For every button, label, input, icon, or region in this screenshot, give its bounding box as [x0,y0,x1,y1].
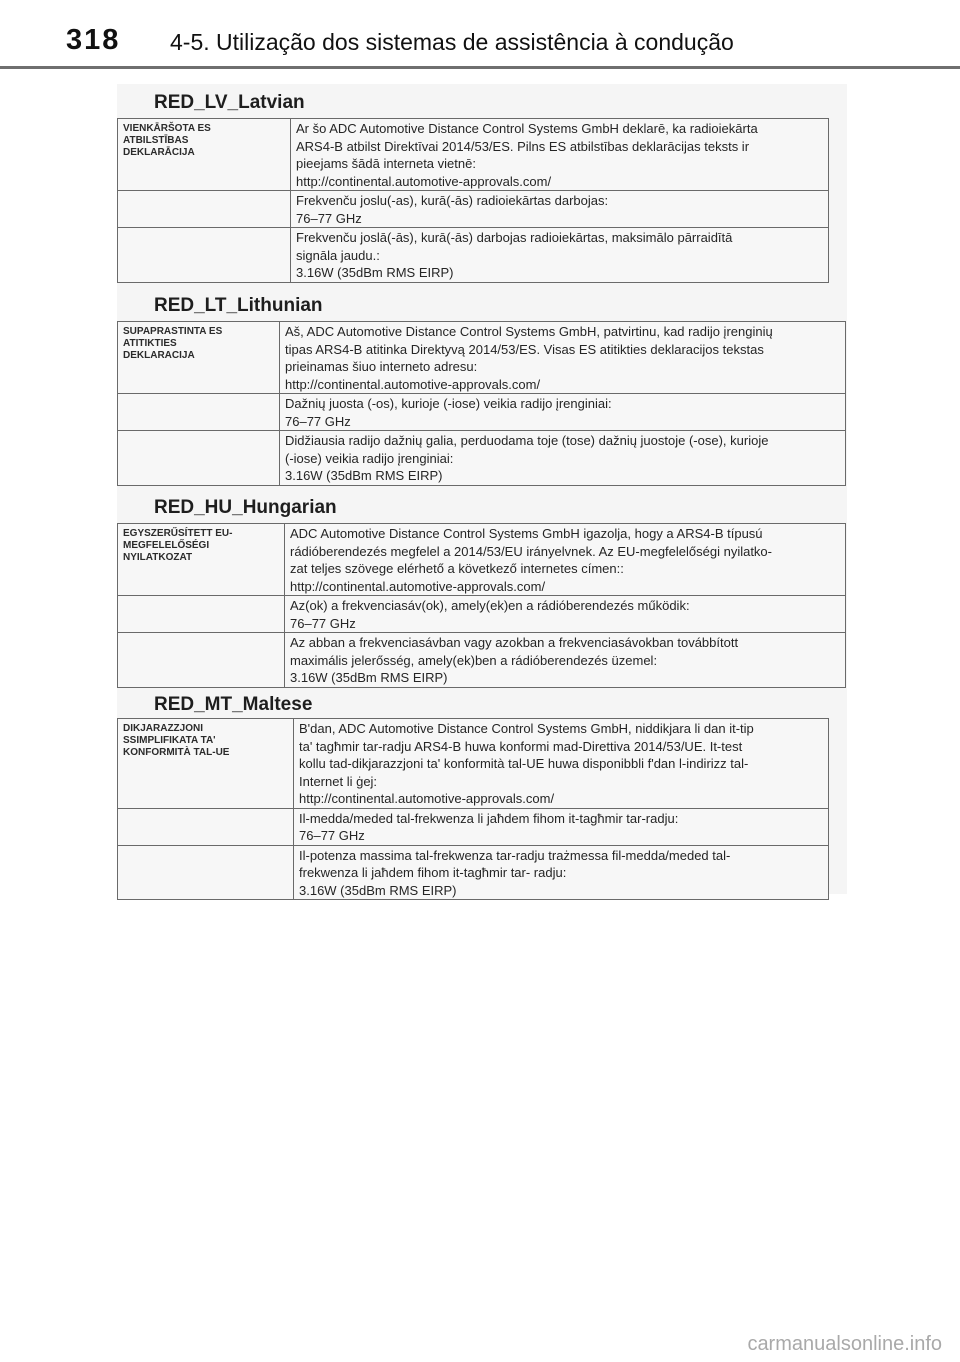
language-heading: RED_LT_Lithunian [154,295,323,316]
label-line: NYILATKOZAT [123,552,193,563]
declaration-text-cell [280,394,846,431]
declaration-text-cell [294,845,829,900]
text-line: 76–77 GHz [296,210,362,226]
page-header [0,0,960,69]
declaration-label-cell [118,845,294,900]
text-line: http://continental.automotive-approvals.com/ [296,173,552,189]
section-title: 4-5. Utilização dos sistemas de assistência à condução [170,29,734,55]
table-row [118,845,829,900]
text-line: frekwenza li jaħdem fihom it-tagħmir tar- radju: [299,865,567,880]
label-line: MEGFELELŐSÉGI [123,540,210,551]
declarations-scan [117,84,847,898]
declaration-label-cell [118,322,280,394]
text-line: prieinamas šiuo interneto adresu: [285,359,478,374]
label-line: DEKLARACIJA [123,350,195,361]
text-line: zat teljes szövege elérhető a következő internetes címen:: [290,561,624,576]
declaration-label-cell [118,394,280,431]
table-row [118,322,846,394]
declaration-label-cell [118,633,285,688]
text-line: Az(ok) a frekvenciasáv(ok), amely(ek)en a rádióberendezés működik: [290,598,690,613]
table-row [118,119,829,191]
declaration-label-cell [118,228,291,283]
table-row [118,228,829,283]
label-line: KONFORMITÀ TAL-UE [123,747,230,758]
declaration-table [117,321,846,486]
declaration-label-cell [118,191,291,228]
text-line: signāla jaudu.: [296,247,380,263]
text-line: 3.16W (35dBm RMS EIRP) [285,468,443,483]
declaration-label-cell [118,808,294,845]
text-line: Il-medda/meded tal-frekwenza li jaħdem fihom it-tagħmir tar-radju: [299,810,679,826]
language-heading: RED_HU_Hungarian [154,497,337,518]
label-line: ATITIKTIES [123,338,177,349]
declaration-label-cell [118,524,285,596]
declaration-table [117,523,846,688]
text-line: Didžiausia radijo dažnių galia, perduodama toje (tose) dažnių juostoje (-ose), kurioje [285,433,769,448]
watermark: carmanualsonline.info [747,1333,942,1355]
declaration-label-cell [118,119,291,191]
declaration-text-cell [294,719,829,809]
text-line: http://continental.automotive-approvals.com/ [285,376,541,392]
declaration-table [117,118,829,283]
table-row [118,633,846,688]
declaration-text-cell [280,431,846,486]
declaration-text-cell [294,808,829,845]
text-line: Frekvenču joslu(-as), kurā(-ās) radioiekārtas darbojas: [296,193,609,208]
text-line: Az abban a frekvenciasávban vagy azokban a frekvenciasávokban továbbított [290,635,739,650]
label-line: DEKLARĀCIJA [123,147,195,158]
language-heading: RED_MT_Maltese [154,694,313,715]
page-number: 318 [66,24,121,56]
language-heading: RED_LV_Latvian [154,92,305,113]
declaration-table [117,718,829,900]
declaration-text-cell [285,633,846,688]
text-line: 76–77 GHz [290,615,356,631]
text-line: rádióberendezés megfelel a 2014/53/EU irányelvnek. Az EU-megfelelőségi nyilatko- [290,543,772,559]
declaration-text-cell [285,596,846,633]
text-line: kollu tad-dikjarazzjoni ta' konformità tal-UE huwa disponibbli f'dan l-indirizz tal- [299,756,749,771]
table-row [118,394,846,431]
text-line: http://continental.automotive-approvals.com/ [299,791,555,806]
text-line: Dažnių juosta (-os), kurioje (-iose) veikia radijo įrenginiai: [285,396,612,411]
label-line: EGYSZERŰSÍTETT EU- [123,528,233,539]
declaration-label-cell [118,596,285,633]
table-row [118,524,846,596]
label-line: ATBILSTĪBAS [123,135,189,146]
text-line: 76–77 GHz [285,413,351,429]
declaration-text-cell [291,119,829,191]
table-row [118,719,829,809]
text-line: Aš, ADC Automotive Distance Control Systems GmbH, patvirtinu, kad radijo įrenginių [285,324,773,339]
text-line: ARS4-B atbilst Direktīvai 2014/53/ES. Pilns ES atbilstības deklarācijas teksts ir [296,138,750,154]
text-line: Il-potenza massima tal-frekwenza tar-radju trażmessa fil-medda/meded tal- [299,847,731,863]
text-line: B'dan, ADC Automotive Distance Control Systems GmbH, niddikjara li dan it-tip [299,721,754,736]
text-line: tipas ARS4-B atitinka Direktyvą 2014/53/ES. Visas ES atitikties deklaracijos tekstas [285,341,764,357]
label-line: VIENKĀRŠOTA ES [123,123,211,134]
declaration-text-cell [280,322,846,394]
text-line: Internet li ġej: [299,773,378,789]
table-row [118,431,846,486]
text-line: http://continental.automotive-approvals.com/ [290,578,546,594]
text-line: ADC Automotive Distance Control Systems GmbH igazolja, hogy a ARS4-B típusú [290,526,763,541]
declaration-text-cell [291,228,829,283]
text-line: ta' tagħmir tar-radju ARS4-B huwa konformi mad-Direttiva 2014/53/UE. It-test [299,738,743,754]
text-line: (-iose) veikia radijo įrenginiai: [285,450,454,466]
label-line: DIKJARAZZJONI [123,723,204,734]
label-line: SUPAPRASTINTA ES [123,326,223,337]
text-line: maximális jelerősség, amely(ek)ben a rádióberendezés üzemel: [290,652,658,668]
declaration-text-cell [285,524,846,596]
text-line: 3.16W (35dBm RMS EIRP) [296,265,454,280]
text-line: 3.16W (35dBm RMS EIRP) [290,670,448,685]
table-row [118,596,846,633]
label-line: SSIMPLIFIKATA TA' [123,735,216,746]
table-row [118,191,829,228]
table-row [118,808,829,845]
declaration-text-cell [291,191,829,228]
text-line: pieejams šādā interneta vietnē: [296,156,476,171]
text-line: 76–77 GHz [299,828,365,843]
text-line: 3.16W (35dBm RMS EIRP) [299,882,457,898]
text-line: Ar šo ADC Automotive Distance Control Systems GmbH deklarē, ka radioiekārta [296,121,758,136]
text-line: Frekvenču joslā(-ās), kurā(-ās) darbojas radioiekārtas, maksimālo pārraidītā [296,230,733,245]
declaration-label-cell [118,431,280,486]
declaration-label-cell [118,719,294,809]
